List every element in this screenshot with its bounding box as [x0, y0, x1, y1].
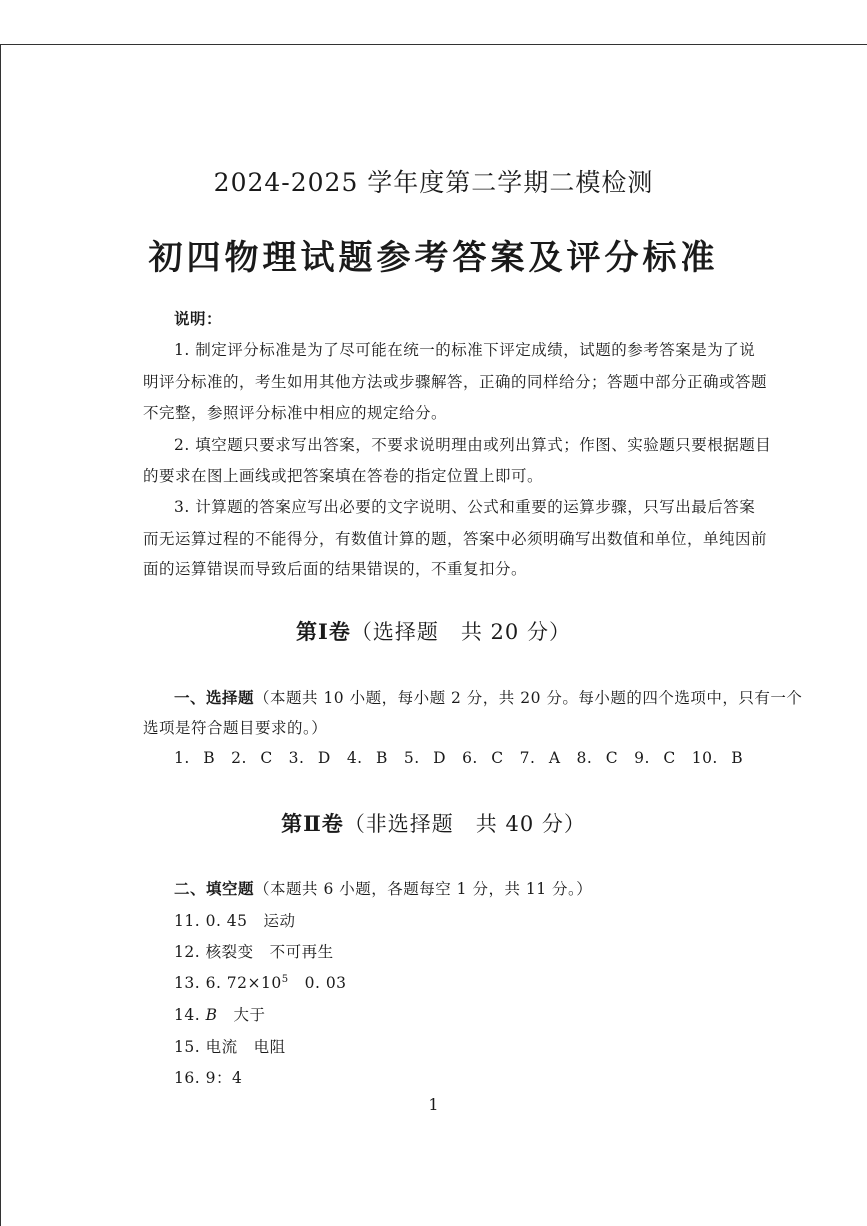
page-title: 初四物理试题参考答案及评分标准: [148, 238, 719, 278]
answer-15: 15. 电流 电阻: [174, 1038, 286, 1056]
answer-13-prefix: 13. 6. 72×10: [174, 974, 282, 992]
answer-14-letter: B: [205, 1006, 218, 1024]
part-2-heading: [174, 877, 592, 899]
note-1-line-3: 不完整，参照评分标准中相应的规定给分。: [143, 404, 448, 422]
answer-13-suffix: 0. 03: [288, 974, 347, 992]
answer-14: [174, 1003, 265, 1025]
part-1-label: 一、选择题: [174, 688, 255, 707]
volume-1-heading-sub: （选择题 共 20 分）: [350, 620, 571, 644]
page-number: 1: [428, 1095, 439, 1114]
answer-11: 11. 0. 45 运动: [174, 912, 296, 930]
part-1-desc-line-1: （本题共 10 小题，每小题 2 分，共 20 分。每小题的四个选项中，只有一个: [254, 689, 803, 707]
volume-1-heading-main: 第Ⅰ卷: [296, 619, 351, 644]
part-1-heading: [174, 686, 802, 708]
note-3-line-3: 面的运算错误而导致后面的结果错误的，不重复扣分。: [143, 560, 528, 578]
part-2-label: 二、填空题: [174, 879, 255, 898]
answer-16: 16. 9：4: [174, 1069, 243, 1087]
notes-heading: 说明：: [174, 309, 223, 328]
note-3-line-1: 3. 计算题的答案应写出必要的文字说明、公式和重要的运算步骤，只写出最后答案: [174, 498, 756, 516]
part-1-desc-line-2: 选项是符合题目要求的。）: [143, 719, 328, 737]
note-1-line-1: 1. 制定评分标准是为了尽可能在统一的标准下评定成绩，试题的参考答案是为了说: [174, 341, 756, 359]
choice-answers: 1. B 2. C 3. D 4. B 5. D 6. C 7. A 8. C 9. C 10. B: [174, 749, 744, 767]
answer-13-exponent: 5: [281, 973, 289, 985]
exam-subtitle: 2024-2025 学年度第二学期二模检测: [213, 168, 654, 197]
note-1-line-2: 明评分标准的，考生如用其他方法或步骤解答，正确的同样给分；答题中部分正确或答题: [143, 373, 768, 391]
volume-2-heading-main: 第Ⅱ卷: [281, 811, 344, 836]
answer-14-prefix: 14.: [174, 1006, 206, 1024]
volume-2-heading-sub: （非选择题 共 40 分）: [343, 812, 586, 836]
volume-2-heading: [0, 808, 867, 838]
note-2-line-2: 的要求在图上画线或把答案填在答卷的指定位置上即可。: [143, 467, 544, 485]
volume-1-heading: [0, 616, 867, 646]
page-border-top: [0, 44, 867, 45]
answer-13: [174, 971, 347, 993]
note-2-line-1: 2. 填空题只要求写出答案，不要求说明理由或列出算式；作图、实验题只要根据题目: [174, 436, 772, 454]
note-3-line-2: 而无运算过程的不能得分，有数值计算的题，答案中必须明确写出数值和单位，单纯因前: [143, 530, 768, 548]
answer-14-suffix: 大于: [217, 1006, 266, 1024]
answer-12: 12. 核裂变 不可再生: [174, 943, 334, 961]
part-2-desc: （本题共 6 小题，各题每空 1 分，共 11 分。）: [254, 880, 593, 898]
